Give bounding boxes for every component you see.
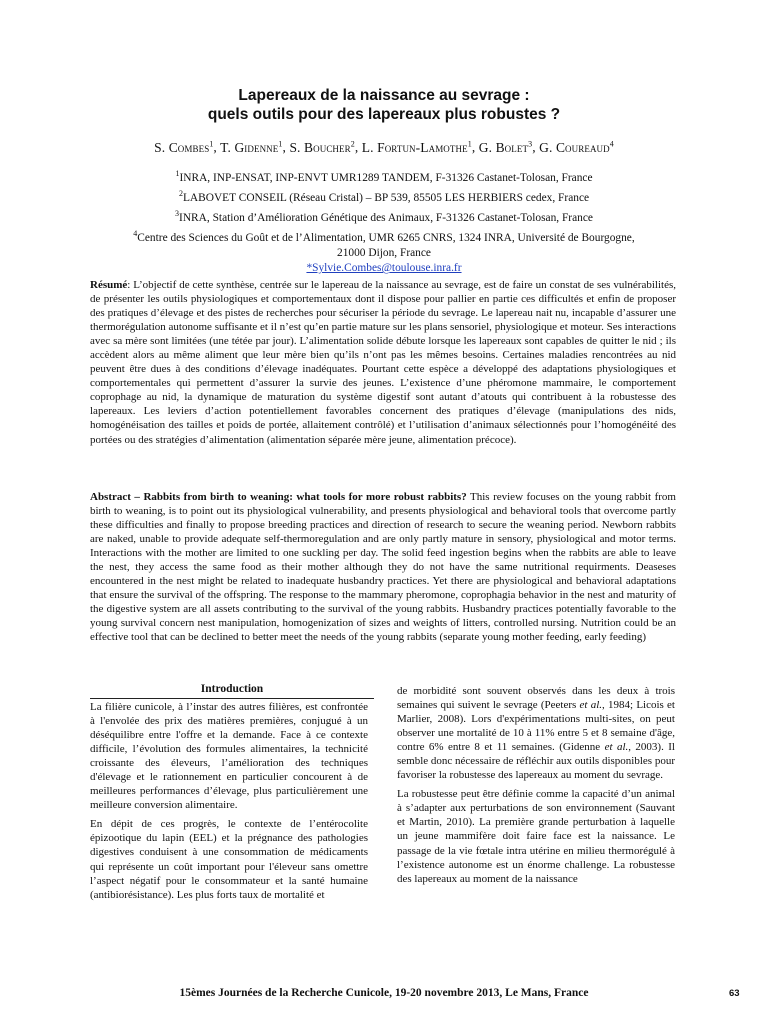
resume-paragraph	[90, 278, 676, 447]
left-column	[90, 700, 368, 907]
author: T. Gidenne$^1$	[220, 139, 283, 155]
author: S. Combes$^1$	[154, 139, 214, 155]
author: G. Coureaud$^4$	[539, 139, 614, 155]
abstract-text: This review focuses on the young rabbit from birth to weaning, is to point out its physiological vulnerability, and presents physiological and behavioral tools that overcome partly these difficulties and finally to propose breeding practices and direction of research to secure the weaning period. Newborn rabbits are naked, unable to provide adequate self-thermoregulation and are only partly mature in sensory, physiological and motor terms. Interactions with the mother are limited to one suckling per day. The solid feed ingestion begins when the rabbits are able to leave the nest, they access the same food as their mother although they do not have the same nutritional requirments. Deaseses encountered in the nest might be related to inadequate husbandry practices. Yet there are physiological and behavioral adaptations that ensure the survival of the offspring. The response to the mammary pheromone, coprophagia behavior in the nest and maturity of the digestive system are all assets contributing to the survival of the young rabbits. Husbandry practices potentially favorable to the young survival concern nest manipulation, homogenization of sizes and weights of litters, controlled nursing. Nutrition could be an effective tool that can be declined to better meet the needs of the young rabbits (separate young mother feeding, early feeding)	[90, 491, 676, 644]
page-footer: 15èmes Journées de la Recherche Cunicole, 19-20 novembre 2013, Le Mans, France	[179, 987, 589, 999]
intro-paragraph-2: En dépit de ces progrès, le contexte de l’entérocolite épizootique du lapin (EEL) et la prégnance des pathologies digestives conduisent à une consommation de médicaments qui représente un coût important pour l'éleveur sans omettre l’aspect négatif pour le consommateur et la santé humaine (antibiorésistance). Les plus forts taux de mortalité et	[90, 818, 368, 901]
paper-title	[0, 86, 768, 124]
author: G. Bolet$^3$	[478, 139, 533, 155]
resume-label: Résumé	[90, 279, 128, 291]
author-list: S. Combes$^1$, T. Gidenne$^1$, S. Boucher$^2$, L. Fortun-Lamothe$^1$, G. Bolet$^3$, G. Coureaud$^4$	[154, 139, 614, 155]
author: S. Boucher$^2$	[289, 139, 355, 155]
abstract-label: Abstract – Rabbits from birth to weaning: what tools for more robust rabbits?	[90, 491, 467, 503]
affiliation-3: $^3$INRA, Station d’Amélioration Génétique des Animaux, F-31326 Castanet-Tolosan, France	[175, 209, 593, 224]
contact-email-link[interactable]: *Sylvie.Combes@toulouse.inra.fr	[306, 262, 462, 275]
intro-paragraph-4: La robustesse peut être définie comme la capacité d’un animal à s’adapter aux perturbations de son environnement (Sauvant et Martin, 2010). La première grande perturbation à laquelle un jeune mammifère doit faire face est la naissance. Le passage de la vie fœtale intra utérine en milieu thermorégulé à l’existence autonome est un énorme challenge. La robustesse des lapereaux au moment de la naissance	[397, 788, 675, 885]
page-number: 63	[729, 988, 740, 999]
affiliation-4: $^4$Centre des Sciences du Goût et de l’Alimentation, UMR 6265 CNRS, 1324 INRA, Université de Bourgogne,	[133, 229, 635, 244]
author: L. Fortun-Lamothe$^1$	[361, 139, 472, 155]
affiliation-4-continued: 21000 Dijon, France	[337, 247, 431, 259]
affiliation-2: $^2$LABOVET CONSEIL (Réseau Cristal) – BP 539, 85505 LES HERBIERS cedex, France	[178, 189, 590, 204]
abstract-paragraph	[90, 490, 676, 645]
resume-text: : L’objectif de cette synthèse, centrée sur le lapereau de la naissance au sevrage, est de faire un constat de ses vulnérabilités, de présenter les outils physiologiques et comportementaux dont il dispose pour pallier en partie ces difficultés et enfin de proposer des pratiques d’élevage et des pistes de recherches pour sécuriser la période du sevrage. Le lapereau nait nu, incapable d’assurer une thermorégulation autonome suffisante et il n’est qu’en partie mature sur les plans sensoriel, physiologique et moteur. Ses interactions avec sa mère sont limitées (une tétée par jour). L’alimentation solide débute lorsque les lapereaux sont capables de quitter le nid ; ils accèdent alors au même aliment que leur mère bien qu’ils n’ont pas les mêmes besoins. Certaines maladies rencontrées au nid peuvent être dues à des conditions d’élevage inadéquates. Pourtant cette espèce a développé des adaptations physiologiques et comportementales qui permettent d’assurer la survie des jeunes. L’existence d’une phéromone mammaire, le comportement coprophage au nid, la dynamique de maturation du système digestif sont autant d’atouts qui contribuent à la robustesse des lapereaux. Les leviers d’action potentiellement favorables concernent des pratiques d’élevage (manipulations des nids, homogénéisation des tailles et poids de portée, allaitement contrôlé) et l’utilisation d’animaux sélectionnés pour l’homogénéité des portées ou des stratégies d’alimentation (alimentation séparée mère jeune, alimentation précoce).	[90, 279, 676, 446]
intro-paragraph-1: La filière cunicole, à l’instar des autres filières, est confrontée à l'envolée des prix des matières premières, conjugué à un déséquilibre entre l'offre et la demande. Face à ce contexte difficile, l’évolution des formules alimentaires, la technicité croissante des éleveurs, l’amélioration des techniques d'élevage et le rationnement en particulier concourent à de meilleures performances d’élevage, plus particulièrement une meilleure conversion alimentaire.	[90, 701, 368, 812]
introduction-heading: Introduction	[90, 683, 374, 699]
intro-paragraph-3: de morbidité sont souvent observés dans les deux à trois semaines qui suivent le sevrage (Peeters et al., 1984; Licois et Marlier, 2008). Lors d'expérimentations multi-sites, on peut observer une mortalité de 10 à 11% entre 5 et 8 semaine d'âge, contre 6% entre 8 et 11 semaines. (Gidenne et al., 2003). Il semble donc nécessaire de réfléchir aux outils disponibles pour favoriser la robustesse des lapereaux au moment du sevrage.	[397, 685, 675, 782]
title-line-2: quels outils pour des lapereaux plus robustes ?	[207, 106, 561, 123]
right-column	[397, 684, 675, 891]
affiliation-1: $^1$INRA, INP-ENSAT, INP-ENVT UMR1289 TANDEM, F-31326 Castanet-Tolosan, France	[175, 169, 593, 184]
title-line-1: Lapereaux de la naissance au sevrage :	[238, 87, 530, 104]
affiliations	[0, 166, 768, 276]
